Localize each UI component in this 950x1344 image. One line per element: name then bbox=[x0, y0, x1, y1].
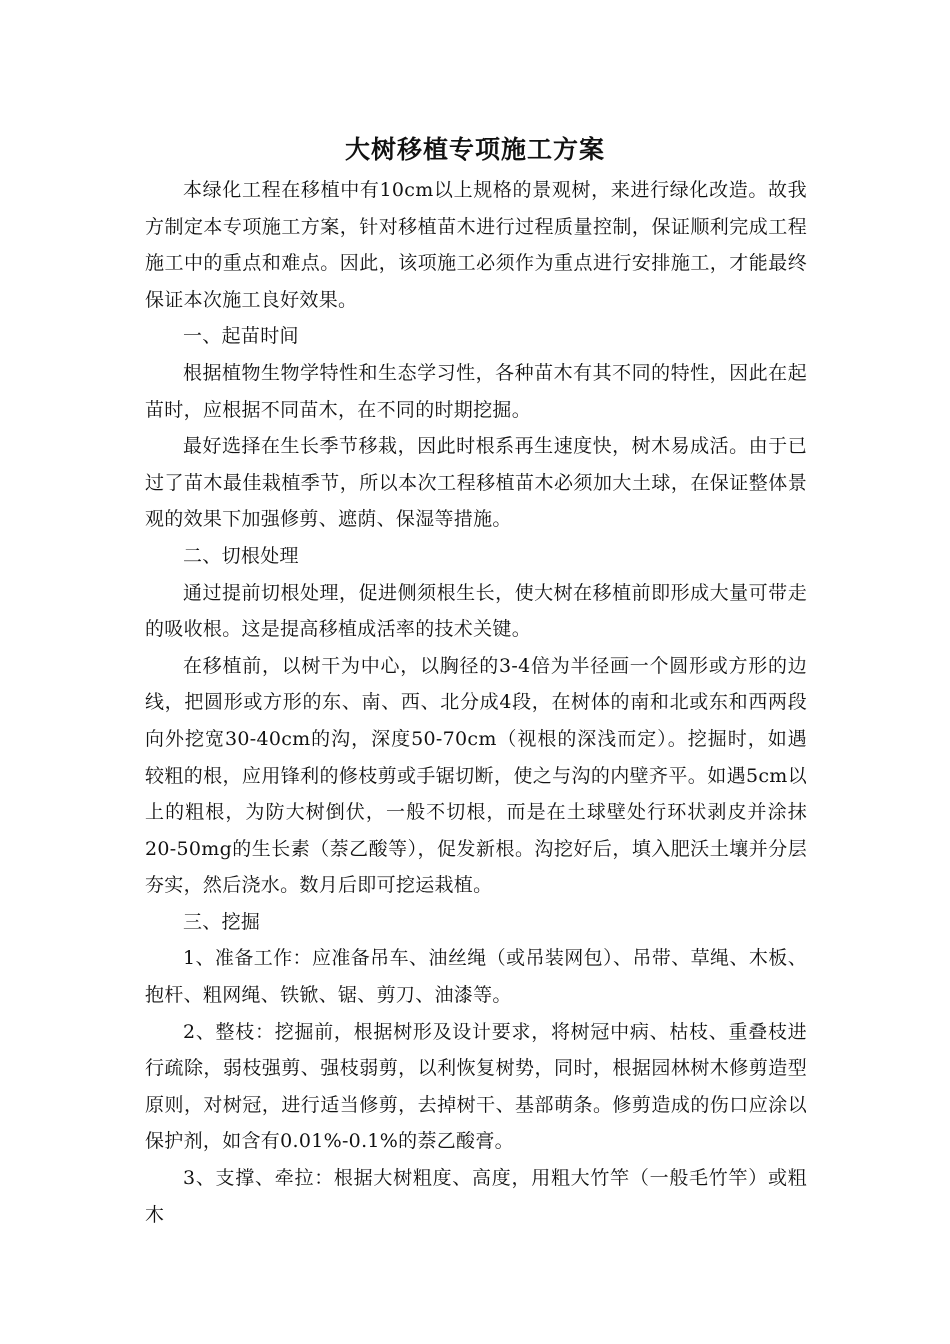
paragraph: 在移植前，以树干为中心，以胸径的3-4倍为半径画一个圆形或方形的边线，把圆形或方形的东、南、西、北分成4段，在树体的南和北或东和西两段向外挖宽30-40cm的沟，深度50-70cm（视根的深浅而定）。挖掘时，如遇较粗的根，应用锋利的修枝剪或手锯切断，使之与沟的内壁齐平。如遇5cm以上的粗根，为防大树倒伏，一般不切根，而是在土球壁处行环状剥皮并涂抹20-50mg的生长素（萘乙酸等），促发新根。沟挖好后，填入肥沃土壤并分层夯实，然后浇水。数月后即可挖运栽植。 bbox=[145, 654, 807, 897]
paragraph: 根据植物生物学特性和生态学习性，各种苗木有其不同的特性，因此在起苗时，应根据不同苗木，在不同的时期挖掘。 bbox=[145, 361, 807, 421]
list-item-paragraph: 3、支撑、牵拉：根据大树粗度、高度，用粗大竹竿（一般毛竹竿）或粗木 bbox=[145, 1167, 807, 1226]
section-heading-seedling-time: 一、起苗时间 bbox=[183, 325, 299, 348]
paragraph: 最好选择在生长季节移栽，因此时根系再生速度快，树木易成活。由于已过了苗木最佳栽植季节，所以本次工程移植苗木必须加大土球，在保证整体景观的效果下加强修剪、遮荫、保湿等措施。 bbox=[145, 435, 807, 531]
intro-paragraph: 本绿化工程在移植中有10cm以上规格的景观树，来进行绿化改造。故我方制定本专项施工方案，针对移植苗木进行过程质量控制，保证顺利完成工程施工中的重点和难点。因此，该项施工必须作为重点进行安排施工，才能最终保证本次施工良好效果。 bbox=[145, 179, 807, 311]
paragraph: 通过提前切根处理，促进侧须根生长，使大树在移植前即形成大量可带走的吸收根。这是提高移植成活率的技术关键。 bbox=[145, 581, 807, 641]
document-title: 大树移植专项施工方案 bbox=[344, 135, 605, 164]
list-item-paragraph: 1、准备工作：应准备吊车、油丝绳（或吊装网包）、吊带、草绳、木板、抱杆、粗网绳、铁锨、锯、剪刀、油漆等。 bbox=[145, 947, 807, 1007]
document-body bbox=[145, 172, 807, 1233]
section-heading-root-cutting: 二、切根处理 bbox=[183, 544, 299, 567]
list-item-paragraph: 2、整枝：挖掘前，根据树形及设计要求，将树冠中病、枯枝、重叠枝进行疏除，弱枝强剪、强枝弱剪，以利恢复树势，同时，根据园林树木修剪造型原则，对树冠，进行适当修剪，去掉树干、基部萌条。修剪造成的伤口应涂以保护剂，如含有0.01%-0.1%的萘乙酸膏。 bbox=[145, 1020, 807, 1153]
section-heading-excavation: 三、挖掘 bbox=[183, 910, 261, 933]
